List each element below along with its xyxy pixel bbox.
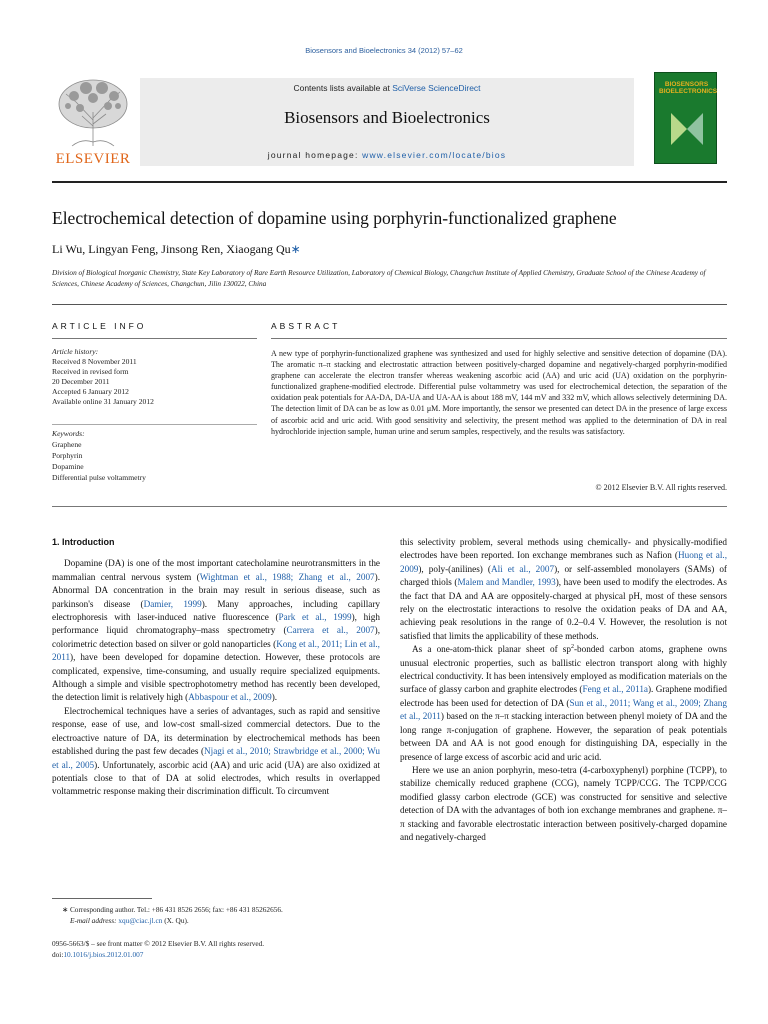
- citation-link[interactable]: Malem and Mandler, 1993: [457, 577, 556, 588]
- text-run: ).: [271, 692, 278, 703]
- abstract-rule: [271, 338, 727, 339]
- history-entry: Received 8 November 2011: [52, 357, 137, 366]
- doi-line: [52, 949, 382, 960]
- text-run: As a one-atom-thick planar sheet of sp: [412, 644, 571, 655]
- header-rule: [52, 181, 727, 183]
- text-run: ), high performance liquid chromatography–mass spectrometry (: [52, 612, 380, 636]
- body-paragraph: Here we use an anion porphyrin, meso-tetra (4-carboxyphenyl) porphine (TCPP), to stabilize chemically reduced graphene (CCG), namely TCPP/CCG. The TCPP/CCG modified glassy carbon electrode (GCE) was constructed for sensitive and selective detection of DA with the advantages of both ion exchange membranes and graphene. π–π stacking and favorable electrostatic interaction between positively-charged dopamine and negatively-charged: [400, 764, 727, 842]
- cover-graphic-icon: [667, 109, 707, 149]
- doi-link[interactable]: 10.1016/j.bios.2012.01.007: [63, 950, 144, 959]
- email-suffix: (X. Qu).: [162, 916, 189, 925]
- author-names: Li Wu, Lingyan Feng, Jinsong Ren, Xiaogang Qu: [52, 242, 291, 256]
- corresponding-author-mark[interactable]: ∗: [290, 242, 301, 256]
- article-info-rule: [52, 338, 257, 339]
- author-list: [52, 242, 742, 257]
- text-run: ) based on the π–π stacking interaction between phenyl moiety of DA and the long range π-conjugation of graphene. However, the separation of peak potentials between DA and AA is not good enough for distinguishing DA, especially in the presence of large excess of ascorbic acid and uric acid.: [400, 711, 727, 762]
- citation-link[interactable]: Kong et al., 2011; Lin et al., 2011: [52, 638, 380, 663]
- issn-line: 0956-5663/$ – see front matter © 2012 Elsevier B.V. All rights reserved.: [52, 939, 265, 948]
- abstract-bottom-rule: [52, 506, 727, 507]
- body-paragraph: [52, 705, 380, 799]
- text-run: ). Many approaches, including capillary electrophoresis with laser-induced native fluorescence (: [52, 598, 380, 623]
- journal-cover-thumbnail[interactable]: [654, 72, 717, 164]
- article-title: Electrochemical detection of dopamine using porphyrin-functionalized graphene: [52, 208, 617, 228]
- affiliation: Division of Biological Inorganic Chemistry, State Key Laboratory of Rare Earth Resource Utilization, Laboratory of Chemical Biology, Changchun Institute of Applied Chemistry, Graduate School of the Chinese Academy of Sciences, Chinese Academy of Sciences, Changchun, Jilin 130022, China: [52, 268, 706, 288]
- journal-citation[interactable]: Biosensors and Bioelectronics 34 (2012) 57–62: [305, 46, 463, 55]
- email-label: E-mail address:: [70, 916, 119, 925]
- keyword: Porphyrin: [52, 451, 83, 460]
- history-title: Article history:: [52, 347, 99, 356]
- citation-link[interactable]: Park et al., 1999: [278, 612, 352, 623]
- contents-line: [140, 83, 634, 93]
- homepage-prefix: journal homepage:: [267, 150, 363, 160]
- issn-doi-block: [52, 938, 382, 960]
- citation-link[interactable]: Njagi et al., 2010; Strawbridge et al., 2000; Wu et al., 2005: [52, 746, 380, 770]
- body-column-right: [400, 536, 727, 844]
- copyright-notice: © 2012 Elsevier B.V. All rights reserved.: [595, 483, 727, 492]
- journal-homepage-link[interactable]: www.elsevier.com/locate/bios: [362, 150, 507, 160]
- keyword: Graphene: [52, 440, 82, 449]
- citation-link[interactable]: Damier, 1999: [143, 598, 202, 609]
- citation-link[interactable]: Sun et al., 2011; Wang et al., 2009; Zhang et al., 2011: [400, 697, 727, 722]
- history-entry: Received in revised form: [52, 367, 129, 376]
- text-run: this selectivity problem, several methods using chemically- and physically-modified electrodes have been reported. Ion exchange membranes such as Nafion (: [400, 537, 727, 561]
- citation-link[interactable]: Feng et al., 2011a: [582, 684, 648, 695]
- body-paragraph: [400, 643, 727, 764]
- affiliation-rule: [52, 304, 727, 305]
- text-run: ). Unfortunately, ascorbic acid (AA) and uric acid (UA) are also oxidized at potentials close to that of DA at solid electrodes, which results in overlapped voltammetric response making their discrimination difficult. To circumvent: [52, 759, 380, 797]
- text-run: ), poly-(anilines) (: [418, 563, 491, 574]
- keywords-title: Keywords:: [52, 429, 85, 438]
- keywords-block: [52, 428, 257, 483]
- abstract-heading: ABSTRACT: [271, 321, 341, 331]
- superscript: 2: [570, 644, 574, 651]
- footnote-contact: ∗ Corresponding author. Tel.: +86 431 8526 2656; fax: +86 431 85262656.: [62, 905, 283, 914]
- text-run: ). Graphene modified electrode has been used for detection of DA (: [400, 684, 728, 708]
- sciencedirect-link[interactable]: SciVerse ScienceDirect: [392, 83, 481, 93]
- citation-link[interactable]: Ali et al., 2007: [490, 563, 555, 574]
- section-heading-introduction: 1. Introduction: [52, 537, 115, 547]
- keyword: Dopamine: [52, 462, 84, 471]
- contents-prefix: Contents lists available at: [293, 83, 393, 93]
- footnote-email-line: [62, 915, 382, 926]
- journal-title: Biosensors and Bioelectronics: [284, 108, 490, 127]
- elsevier-wordmark: ELSEVIER: [55, 151, 131, 167]
- citation-link[interactable]: Huong et al., 2009: [400, 550, 727, 574]
- article-history: [52, 347, 257, 407]
- text-run: ), or self-assembled monolayers (SAMs) of charged thiols (: [400, 563, 727, 588]
- cover-title: BIOSENSORS BIOELECTRONICS: [659, 81, 718, 95]
- text-run: ), have been used to modify the electrodes. As the fact that DA and AA are oppositely-charged at physical pH, most of these sensors rely on the electrostatic interactions to resolve the oxidation peaks of DA and AA, achieving peak resolutions in the range of 0.2–0.4 V. However, the resolution is not satisfied that limits the applicability of these methods.: [400, 577, 727, 641]
- doi-prefix: doi:: [52, 950, 64, 959]
- citation-link[interactable]: Wightman et al., 1988; Zhang et al., 2007: [199, 571, 375, 582]
- email-link[interactable]: xqu@ciac.jl.cn: [118, 916, 163, 925]
- history-entry: 20 December 2011: [52, 377, 110, 386]
- text-run: ). Abnormal DA concentration in the brain may result in serious disease, such as parkinson's disease (: [52, 571, 380, 609]
- citation-link[interactable]: Abbaspour et al., 2009: [188, 692, 272, 703]
- corresponding-author-footnote: [62, 904, 382, 926]
- history-entry: Available online 31 January 2012: [52, 397, 154, 406]
- text-run: Electrochemical techniques have a series of advantages, such as rapid and sensitive response, ease of use, and low-cost small-sized commercial detectors. Due to the electroactive nature of DA, its determination by electrochemical methods has been established during the past few decades (: [52, 705, 380, 757]
- journal-masthead: [140, 78, 634, 166]
- homepage-line: [140, 150, 634, 160]
- keywords-rule: [52, 424, 257, 425]
- abstract-text: A new type of porphyrin-functionalized graphene was synthesized and used for highly selective and sensitive detection of dopamine (DA). The aromatic π–π stacking and electrostatic attraction between positively-charged dopamine and negatively-charged porphyrin-modified graphene can accelerate the electron transfer whereas weakening ascorbic acid (AA) and uric acid (UA) oxidation on the porphyrin-functionalized graphene-modified electrode. Differential pulse voltammetry was used for electrochemical detection, the separation of the oxidation peak potentials for AA-DA, DA-UA and UA-AA is about 188 mV, 144 mV and 332 mV, which allows selectively determining DA. The detection limit of DA can be as low as 0.01 μM. More importantly, the sensor we presented can detect DA in the presence of large excess of ascorbic acid and uric acid. With good sensitivity and selectivity, the present method was applied to the determination of DA in real hydrochloride injection sample, human urine and serum samples, respectively, and the results was satisfactory.: [271, 349, 727, 436]
- history-entry: Accepted 6 January 2012: [52, 387, 129, 396]
- body-paragraph: [52, 557, 380, 704]
- text-run: ), colorimetric detection based on silver or gold nanoparticles (: [52, 625, 380, 649]
- text-run: -bonded carbon atoms, graphene owns unusual electronic properties, such as ballistic electron transport along with highly electrical conductivity. It has been intensively employed as modification materials on the surface of glassy carbon and graphite electrodes (: [400, 644, 727, 695]
- citation-link[interactable]: Carrera et al., 2007: [286, 625, 375, 636]
- body-column-left: [52, 536, 380, 799]
- text-run: ), have been developed for dopamine detection. However, these protocols are complicated, expensive, time-consuming, and usually require specialized equipments. Although a simple and visible spectrophotometry method has recently been developed, the detection limit is relatively high (: [52, 652, 380, 703]
- footnote-rule: [52, 898, 152, 899]
- text-run: Dopamine (DA) is one of the most important catecholamine neurotransmitters in the mammalian central nervous system (: [52, 558, 380, 582]
- keyword: Differential pulse voltammetry: [52, 473, 146, 482]
- article-info-heading: ARTICLE INFO: [52, 321, 147, 331]
- body-paragraph: [400, 536, 727, 643]
